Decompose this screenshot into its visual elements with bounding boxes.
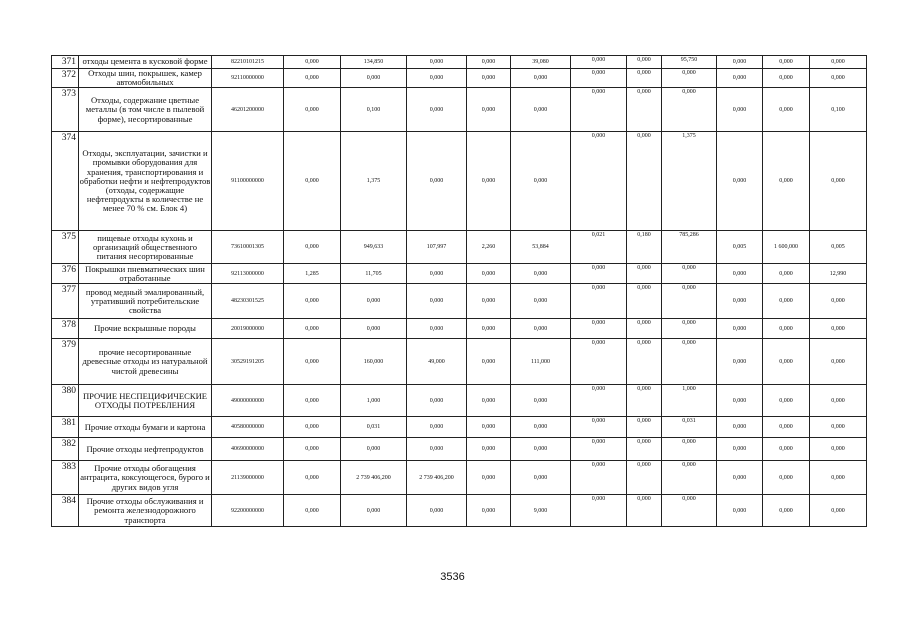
table-row <box>52 88 867 132</box>
row-number: 377 <box>52 284 79 319</box>
value-c1: 0,000 <box>284 88 341 132</box>
value-c8: 0,000 <box>662 339 717 385</box>
value-c6: 0,000 <box>571 284 627 319</box>
row-number: 373 <box>52 88 79 132</box>
value-c8: 1,375 <box>662 132 717 231</box>
value-c8: 95,750 <box>662 56 717 69</box>
value-c2: 0,031 <box>341 417 407 438</box>
value-c2: 0,000 <box>341 495 407 527</box>
value-c3: 0,000 <box>407 385 467 417</box>
value-c3: 0,000 <box>407 88 467 132</box>
value-c11: 0,000 <box>810 339 867 385</box>
value-c4: 0,000 <box>467 461 511 495</box>
value-c4: 0,000 <box>467 56 511 69</box>
value-c9: 0,000 <box>717 88 763 132</box>
value-c3: 0,000 <box>407 69 467 88</box>
row-number: 383 <box>52 461 79 495</box>
value-c8: 0,000 <box>662 319 717 339</box>
value-c5: 0,000 <box>511 69 571 88</box>
value-c9: 0,000 <box>717 495 763 527</box>
value-c4: 0,000 <box>467 438 511 461</box>
value-c1: 0,000 <box>284 132 341 231</box>
value-c6: 0,000 <box>571 132 627 231</box>
value-c7: 0,000 <box>627 339 662 385</box>
row-number: 371 <box>52 56 79 69</box>
value-c4: 0,000 <box>467 319 511 339</box>
value-c3: 49,000 <box>407 339 467 385</box>
value-c3: 0,000 <box>407 417 467 438</box>
value-c5: 0,000 <box>511 385 571 417</box>
waste-code: 20019000000 <box>212 319 284 339</box>
value-c4: 0,000 <box>467 132 511 231</box>
value-c11: 0,000 <box>810 417 867 438</box>
value-c9: 0,000 <box>717 339 763 385</box>
page-number: 3536 <box>440 571 465 583</box>
value-c10: 0,000 <box>763 132 810 231</box>
value-c5: 39,080 <box>511 56 571 69</box>
value-c4: 0,000 <box>467 339 511 385</box>
value-c6: 0,021 <box>571 231 627 264</box>
value-c6: 0,000 <box>571 495 627 527</box>
table-row <box>52 438 867 461</box>
value-c10: 0,000 <box>763 284 810 319</box>
table-row <box>52 339 867 385</box>
row-number: 375 <box>52 231 79 264</box>
value-c7: 0,000 <box>627 319 662 339</box>
value-c10: 0,000 <box>763 319 810 339</box>
value-c9: 0,000 <box>717 69 763 88</box>
value-c11: 12,990 <box>810 264 867 284</box>
value-c7: 0,000 <box>627 69 662 88</box>
value-c11: 0,000 <box>810 461 867 495</box>
waste-name: Прочие вскрышные породы <box>79 319 212 339</box>
value-c2: 134,850 <box>341 56 407 69</box>
value-c3: 107,997 <box>407 231 467 264</box>
value-c1: 0,000 <box>284 319 341 339</box>
row-number: 382 <box>52 438 79 461</box>
value-c2: 11,705 <box>341 264 407 284</box>
waste-name: Покрышки пневматических шин отработанные <box>79 264 212 284</box>
value-c3: 0,000 <box>407 284 467 319</box>
value-c10: 0,000 <box>763 461 810 495</box>
value-c4: 0,000 <box>467 495 511 527</box>
value-c3: 0,000 <box>407 319 467 339</box>
value-c6: 0,000 <box>571 69 627 88</box>
value-c7: 0,000 <box>627 284 662 319</box>
value-c5: 0,000 <box>511 417 571 438</box>
value-c1: 0,000 <box>284 417 341 438</box>
table-row <box>52 417 867 438</box>
value-c8: 0,000 <box>662 461 717 495</box>
table-row <box>52 461 867 495</box>
value-c4: 2,260 <box>467 231 511 264</box>
value-c11: 0,000 <box>810 132 867 231</box>
value-c3: 0,000 <box>407 132 467 231</box>
value-c5: 0,000 <box>511 264 571 284</box>
value-c9: 0,000 <box>717 461 763 495</box>
value-c1: 0,000 <box>284 495 341 527</box>
value-c8: 0,000 <box>662 69 717 88</box>
waste-code: 82210101215 <box>212 56 284 69</box>
value-c6: 0,000 <box>571 385 627 417</box>
value-c5: 0,000 <box>511 132 571 231</box>
value-c1: 0,000 <box>284 461 341 495</box>
value-c5: 53,884 <box>511 231 571 264</box>
table-row <box>52 132 867 231</box>
waste-name: Прочие отходы обслуживания и ремонта железнодорожного транспорта <box>79 495 212 527</box>
value-c11: 0,100 <box>810 88 867 132</box>
value-c2: 949,633 <box>341 231 407 264</box>
value-c10: 0,000 <box>763 339 810 385</box>
value-c2: 0,000 <box>341 69 407 88</box>
row-number: 381 <box>52 417 79 438</box>
value-c5: 0,000 <box>511 88 571 132</box>
value-c10: 0,000 <box>763 417 810 438</box>
value-c2: 0,000 <box>341 319 407 339</box>
table-row <box>52 319 867 339</box>
value-c11: 0,000 <box>810 284 867 319</box>
table-row <box>52 231 867 264</box>
value-c1: 0,000 <box>284 339 341 385</box>
waste-name: Отходы, эксплуатации, зачистки и промывки оборудования для хранения, транспортирования и обработки нефти и нефтепродуктов (отходы, содержащие нефтепродукты в количестве не менее 70 % см. Блок 4) <box>79 132 212 231</box>
value-c1: 0,000 <box>284 231 341 264</box>
value-c6: 0,000 <box>571 461 627 495</box>
value-c8: 1,000 <box>662 385 717 417</box>
value-c4: 0,000 <box>467 264 511 284</box>
value-c9: 0,000 <box>717 284 763 319</box>
value-c5: 0,000 <box>511 438 571 461</box>
value-c10: 0,000 <box>763 438 810 461</box>
value-c10: 0,000 <box>763 56 810 69</box>
value-c4: 0,000 <box>467 284 511 319</box>
value-c2: 1,375 <box>341 132 407 231</box>
table-row <box>52 385 867 417</box>
value-c1: 0,000 <box>284 284 341 319</box>
value-c7: 0,180 <box>627 231 662 264</box>
value-c7: 0,000 <box>627 417 662 438</box>
value-c5: 0,000 <box>511 284 571 319</box>
value-c10: 0,000 <box>763 88 810 132</box>
waste-table <box>51 55 867 527</box>
value-c2: 2 739 406,200 <box>341 461 407 495</box>
value-c1: 0,000 <box>284 385 341 417</box>
value-c6: 0,000 <box>571 319 627 339</box>
value-c9: 0,000 <box>717 438 763 461</box>
row-number: 379 <box>52 339 79 385</box>
value-c7: 0,000 <box>627 56 662 69</box>
value-c11: 0,000 <box>810 69 867 88</box>
waste-code: 40580000000 <box>212 417 284 438</box>
waste-code: 92110000000 <box>212 69 284 88</box>
waste-name: пищевые отходы кухонь и организаций общественного питания несортированные <box>79 231 212 264</box>
waste-code: 92113000000 <box>212 264 284 284</box>
value-c11: 0,000 <box>810 438 867 461</box>
waste-code: 92200000000 <box>212 495 284 527</box>
row-number: 380 <box>52 385 79 417</box>
value-c4: 0,000 <box>467 69 511 88</box>
table-row <box>52 284 867 319</box>
value-c1: 0,000 <box>284 438 341 461</box>
waste-code: 48230301525 <box>212 284 284 319</box>
value-c9: 0,000 <box>717 319 763 339</box>
value-c7: 0,000 <box>627 438 662 461</box>
value-c2: 0,000 <box>341 438 407 461</box>
value-c8: 0,000 <box>662 284 717 319</box>
value-c9: 0,000 <box>717 385 763 417</box>
waste-name: Прочие отходы обогащения антрацита, коксующегося, бурого и других видов угля <box>79 461 212 495</box>
value-c3: 0,000 <box>407 56 467 69</box>
value-c3: 0,000 <box>407 264 467 284</box>
value-c6: 0,000 <box>571 417 627 438</box>
waste-name: провод медный эмалированный, утративший потребительские свойства <box>79 284 212 319</box>
waste-name: Прочие отходы бумаги и картона <box>79 417 212 438</box>
value-c2: 160,000 <box>341 339 407 385</box>
value-c7: 0,000 <box>627 461 662 495</box>
value-c7: 0,000 <box>627 495 662 527</box>
value-c6: 0,000 <box>571 56 627 69</box>
value-c7: 0,000 <box>627 88 662 132</box>
value-c8: 785,286 <box>662 231 717 264</box>
value-c3: 2 739 406,200 <box>407 461 467 495</box>
value-c11: 0,005 <box>810 231 867 264</box>
row-number: 376 <box>52 264 79 284</box>
value-c6: 0,000 <box>571 438 627 461</box>
waste-code: 91100000000 <box>212 132 284 231</box>
value-c10: 1 600,000 <box>763 231 810 264</box>
value-c2: 0,000 <box>341 284 407 319</box>
value-c10: 0,000 <box>763 495 810 527</box>
value-c8: 0,000 <box>662 495 717 527</box>
value-c9: 0,000 <box>717 264 763 284</box>
waste-name: Отходы шин, покрышек, камер автомобильных <box>79 69 212 88</box>
value-c5: 0,000 <box>511 319 571 339</box>
value-c5: 0,000 <box>511 461 571 495</box>
value-c2: 1,000 <box>341 385 407 417</box>
value-c9: 0,000 <box>717 56 763 69</box>
table-row <box>52 264 867 284</box>
value-c7: 0,000 <box>627 264 662 284</box>
value-c8: 0,000 <box>662 264 717 284</box>
value-c8: 0,031 <box>662 417 717 438</box>
value-c11: 0,000 <box>810 319 867 339</box>
waste-name: Прочие отходы нефтепродуктов <box>79 438 212 461</box>
value-c1: 0,000 <box>284 69 341 88</box>
value-c4: 0,000 <box>467 88 511 132</box>
table-row <box>52 495 867 527</box>
row-number: 384 <box>52 495 79 527</box>
value-c4: 0,000 <box>467 385 511 417</box>
value-c7: 0,000 <box>627 132 662 231</box>
value-c6: 0,000 <box>571 264 627 284</box>
waste-code: 46201200000 <box>212 88 284 132</box>
value-c10: 0,000 <box>763 69 810 88</box>
value-c7: 0,000 <box>627 385 662 417</box>
value-c8: 0,000 <box>662 438 717 461</box>
waste-name: прочие несортированные древесные отходы из натуральной чистой древесины <box>79 339 212 385</box>
value-c11: 0,000 <box>810 385 867 417</box>
value-c11: 0,000 <box>810 495 867 527</box>
value-c1: 1,285 <box>284 264 341 284</box>
value-c4: 0,000 <box>467 417 511 438</box>
table-row <box>52 69 867 88</box>
value-c2: 0,100 <box>341 88 407 132</box>
waste-code: 21139000000 <box>212 461 284 495</box>
value-c9: 0,005 <box>717 231 763 264</box>
value-c9: 0,000 <box>717 417 763 438</box>
row-number: 374 <box>52 132 79 231</box>
value-c3: 0,000 <box>407 438 467 461</box>
waste-code: 30529191205 <box>212 339 284 385</box>
value-c5: 9,000 <box>511 495 571 527</box>
value-c6: 0,000 <box>571 339 627 385</box>
value-c1: 0,000 <box>284 56 341 69</box>
row-number: 378 <box>52 319 79 339</box>
value-c6: 0,000 <box>571 88 627 132</box>
value-c9: 0,000 <box>717 132 763 231</box>
waste-name: отходы цемента в кусковой форме <box>79 56 212 69</box>
waste-code: 73610001305 <box>212 231 284 264</box>
value-c10: 0,000 <box>763 264 810 284</box>
waste-code: 49000000000 <box>212 385 284 417</box>
value-c5: 111,000 <box>511 339 571 385</box>
table-row <box>52 56 867 69</box>
value-c10: 0,000 <box>763 385 810 417</box>
row-number: 372 <box>52 69 79 88</box>
waste-name: Отходы, содержание цветные металлы (в том числе в пылевой форме), несортированные <box>79 88 212 132</box>
waste-name: ПРОЧИЕ НЕСПЕЦИФИЧЕСКИЕ ОТХОДЫ ПОТРЕБЛЕНИЯ <box>79 385 212 417</box>
value-c11: 0,000 <box>810 56 867 69</box>
waste-code: 40690000000 <box>212 438 284 461</box>
value-c3: 0,000 <box>407 495 467 527</box>
value-c8: 0,000 <box>662 88 717 132</box>
